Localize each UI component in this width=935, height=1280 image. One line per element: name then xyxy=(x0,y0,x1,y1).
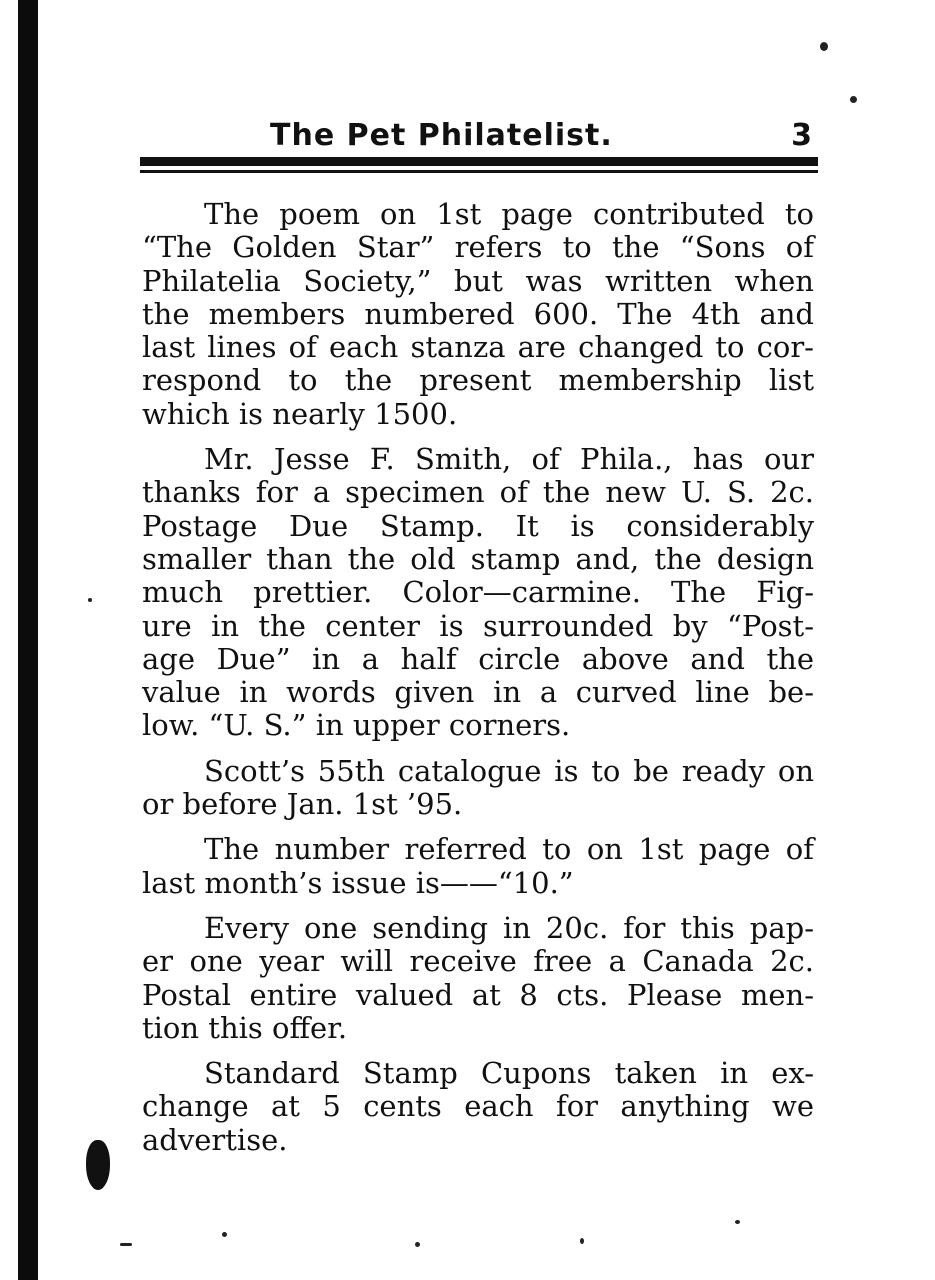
text-line: respond to the present membership list xyxy=(142,363,814,398)
text-line: much prettier. Color—carmine. The Fig- xyxy=(142,575,814,610)
page-header xyxy=(140,118,820,158)
text-line: or before Jan. 1st ’95. xyxy=(142,787,463,822)
paragraph xyxy=(142,912,814,1045)
text-line: The number referred to on 1st page of xyxy=(204,832,814,867)
text-line: Mr. Jesse F. Smith, of Phila., has our xyxy=(204,442,814,477)
text-line: smaller than the old stamp and, the design xyxy=(142,541,814,576)
running-title: The Pet Philatelist. xyxy=(270,118,613,153)
text-line: tion this offer. xyxy=(142,1010,348,1045)
speck xyxy=(735,1220,740,1224)
text-line: low. “U. S.” in upper corners. xyxy=(142,708,571,743)
speck xyxy=(415,1242,420,1247)
header-rule-thin xyxy=(140,170,818,173)
text-line: Scott’s 55th catalogue is to be ready on xyxy=(204,753,814,788)
speck xyxy=(120,1243,132,1246)
text-line: The poem on 1st page contributed to xyxy=(204,197,814,231)
text-line: age Due” in a half circle above and the xyxy=(142,641,814,676)
page-number: 3 xyxy=(791,118,812,153)
text-line: last lines of each stanza are changed to cor- xyxy=(142,330,814,365)
text-line: thanks for a specimen of the new U. S. 2c. xyxy=(142,475,814,510)
text-line: change at 5 cents each for anything we xyxy=(142,1089,814,1124)
text-line: Philatelia Society,” but was written when xyxy=(142,263,814,298)
text-line: value in words given in a curved line be- xyxy=(142,675,814,710)
speck xyxy=(222,1232,227,1237)
text-line: er one year will receive free a Canada 2c. xyxy=(142,944,814,979)
paragraph xyxy=(142,198,814,431)
ink-blot xyxy=(86,1140,110,1190)
text-line: Every one sending in 20c. for this pap- xyxy=(204,910,814,945)
text-line: “The Golden Star” refers to the “Sons of xyxy=(142,230,814,265)
speck xyxy=(580,1238,584,1244)
left-margin-rule xyxy=(18,0,38,1280)
paragraph xyxy=(142,443,814,743)
text-line: Postal entire valued at 8 cts. Please men- xyxy=(142,977,814,1012)
text-line: the members numbered 600. The 4th and xyxy=(142,296,814,331)
text-line: Standard Stamp Cupons taken in ex- xyxy=(204,1056,814,1091)
speck xyxy=(820,42,828,51)
header-rule-thick xyxy=(140,157,818,166)
text-line: Postage Due Stamp. It is considerably xyxy=(142,508,814,543)
article-body xyxy=(142,198,814,1169)
speck xyxy=(850,96,857,103)
paragraph xyxy=(142,1057,814,1157)
paragraph xyxy=(142,755,814,822)
paragraph xyxy=(142,833,814,900)
speck xyxy=(88,598,92,602)
text-line: last month’s issue is——“10.” xyxy=(142,865,574,900)
text-line: ure in the center is surrounded by “Post- xyxy=(142,608,814,643)
text-line: which is nearly 1500. xyxy=(142,396,458,431)
text-line: advertise. xyxy=(142,1122,288,1157)
